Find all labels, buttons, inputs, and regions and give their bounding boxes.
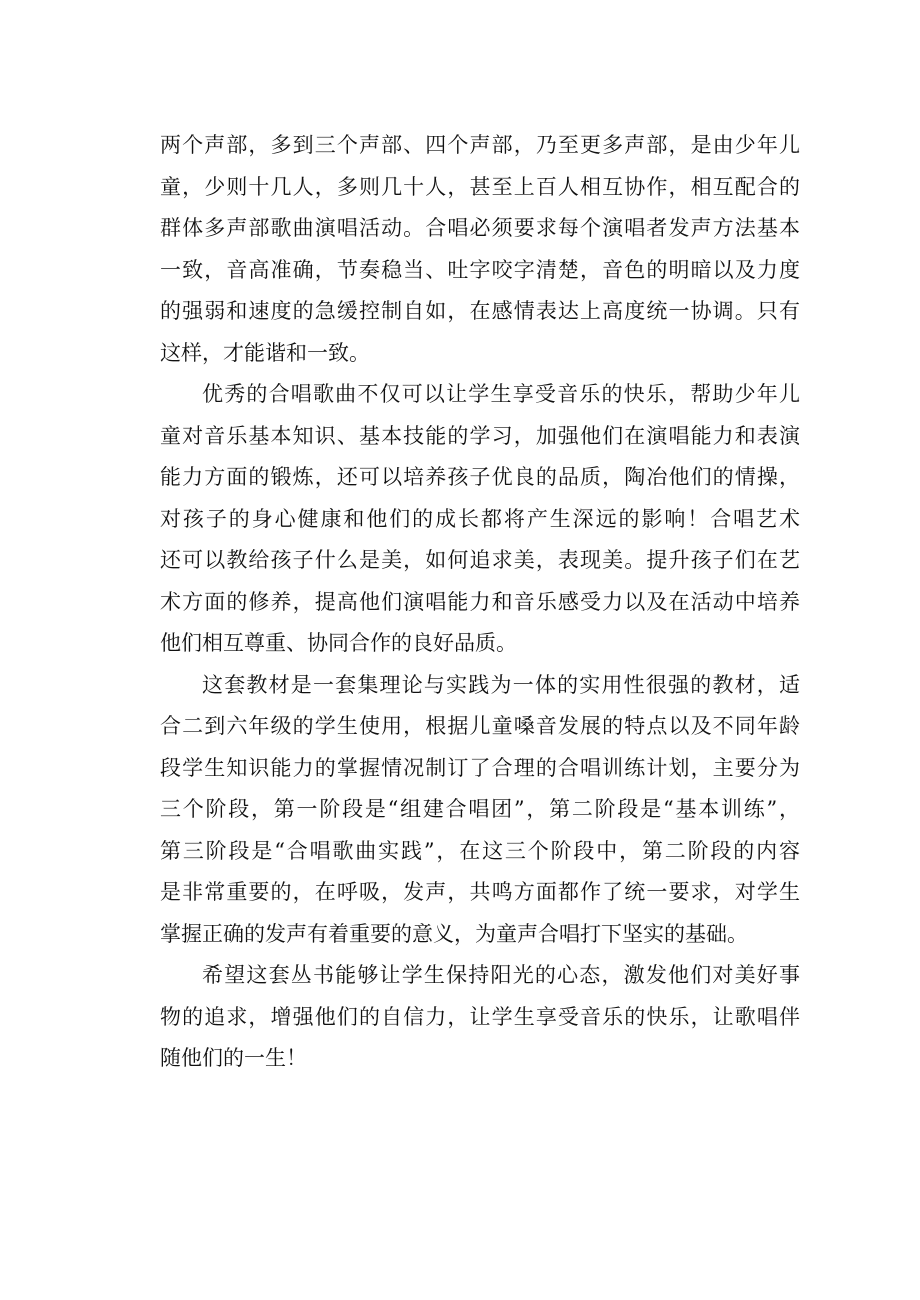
paragraph-2 — [160, 374, 800, 665]
text-line: 还可以教给孩子什么是美，如何追求美，表现美。提升孩子们在艺 — [160, 548, 800, 572]
text-line: 一致，音高准确，节奏稳当、吐字咬字清楚，音色的明暗以及力度 — [160, 257, 800, 282]
text-line: 童，少则十几人，多则几十人，甚至上百人相互协作，相互配合的 — [160, 174, 800, 199]
paragraph-4 — [160, 955, 800, 1080]
text-line: 对孩子的身心健康和他们的成长都将产生深远的影响！合唱艺术 — [160, 506, 800, 531]
body-text — [160, 125, 800, 1080]
text-line: 第三阶段是“合唱歌曲实践”，在这三个阶段中，第二阶段的内容 — [160, 838, 800, 863]
text-line: 群体多声部歌曲演唱活动。合唱必须要求每个演唱者发声方法基本 — [160, 216, 800, 240]
paragraph-3 — [160, 665, 800, 956]
text-line: 段学生知识能力的掌握情况制订了合理的合唱训练计划，主要分为 — [160, 755, 800, 780]
text-line: 童对音乐基本知识、基本技能的学习，加强他们在演唱能力和表演 — [160, 423, 800, 448]
text-line: 合二到六年级的学生使用，根据儿童嗓音发展的特点以及不同年龄 — [160, 714, 800, 738]
text-line: 他们相互尊重、协同合作的良好品质。 — [160, 631, 517, 655]
text-line: 优秀的合唱歌曲不仅可以让学生享受音乐的快乐，帮助少年儿 — [202, 382, 800, 406]
text-line: 术方面的修养，提高他们演唱能力和音乐感受力以及在活动中培养 — [160, 589, 800, 614]
text-line: 希望这套丛书能够让学生保持阳光的心态，激发他们对美好事 — [202, 963, 800, 987]
paragraph-1 — [160, 125, 800, 374]
text-line: 掌握正确的发声有着重要的意义，为童声合唱打下坚实的基础。 — [160, 921, 748, 946]
text-line: 随他们的一生！ — [160, 1046, 307, 1070]
text-line: 两个声部，多到三个声部、四个声部，乃至更多声部，是由少年儿 — [160, 133, 800, 157]
text-line: 能力方面的锻炼，还可以培养孩子优良的品质，陶冶他们的情操， — [160, 465, 800, 489]
text-line: 物的追求，增强他们的自信力，让学生享受音乐的快乐，让歌唱伴 — [160, 1004, 800, 1029]
text-line: 三个阶段，第一阶段是“组建合唱团”，第二阶段是“基本训练”， — [160, 797, 800, 821]
text-line: 这套教材是一套集理论与实践为一体的实用性很强的教材，适 — [202, 672, 800, 697]
text-line: 这样，才能谐和一致。 — [160, 340, 370, 365]
text-line: 是非常重要的，在呼吸，发声，共鸣方面都作了统一要求，对学生 — [160, 880, 800, 904]
text-line: 的强弱和速度的急缓控制自如，在感情表达上高度统一协调。只有 — [160, 299, 800, 323]
